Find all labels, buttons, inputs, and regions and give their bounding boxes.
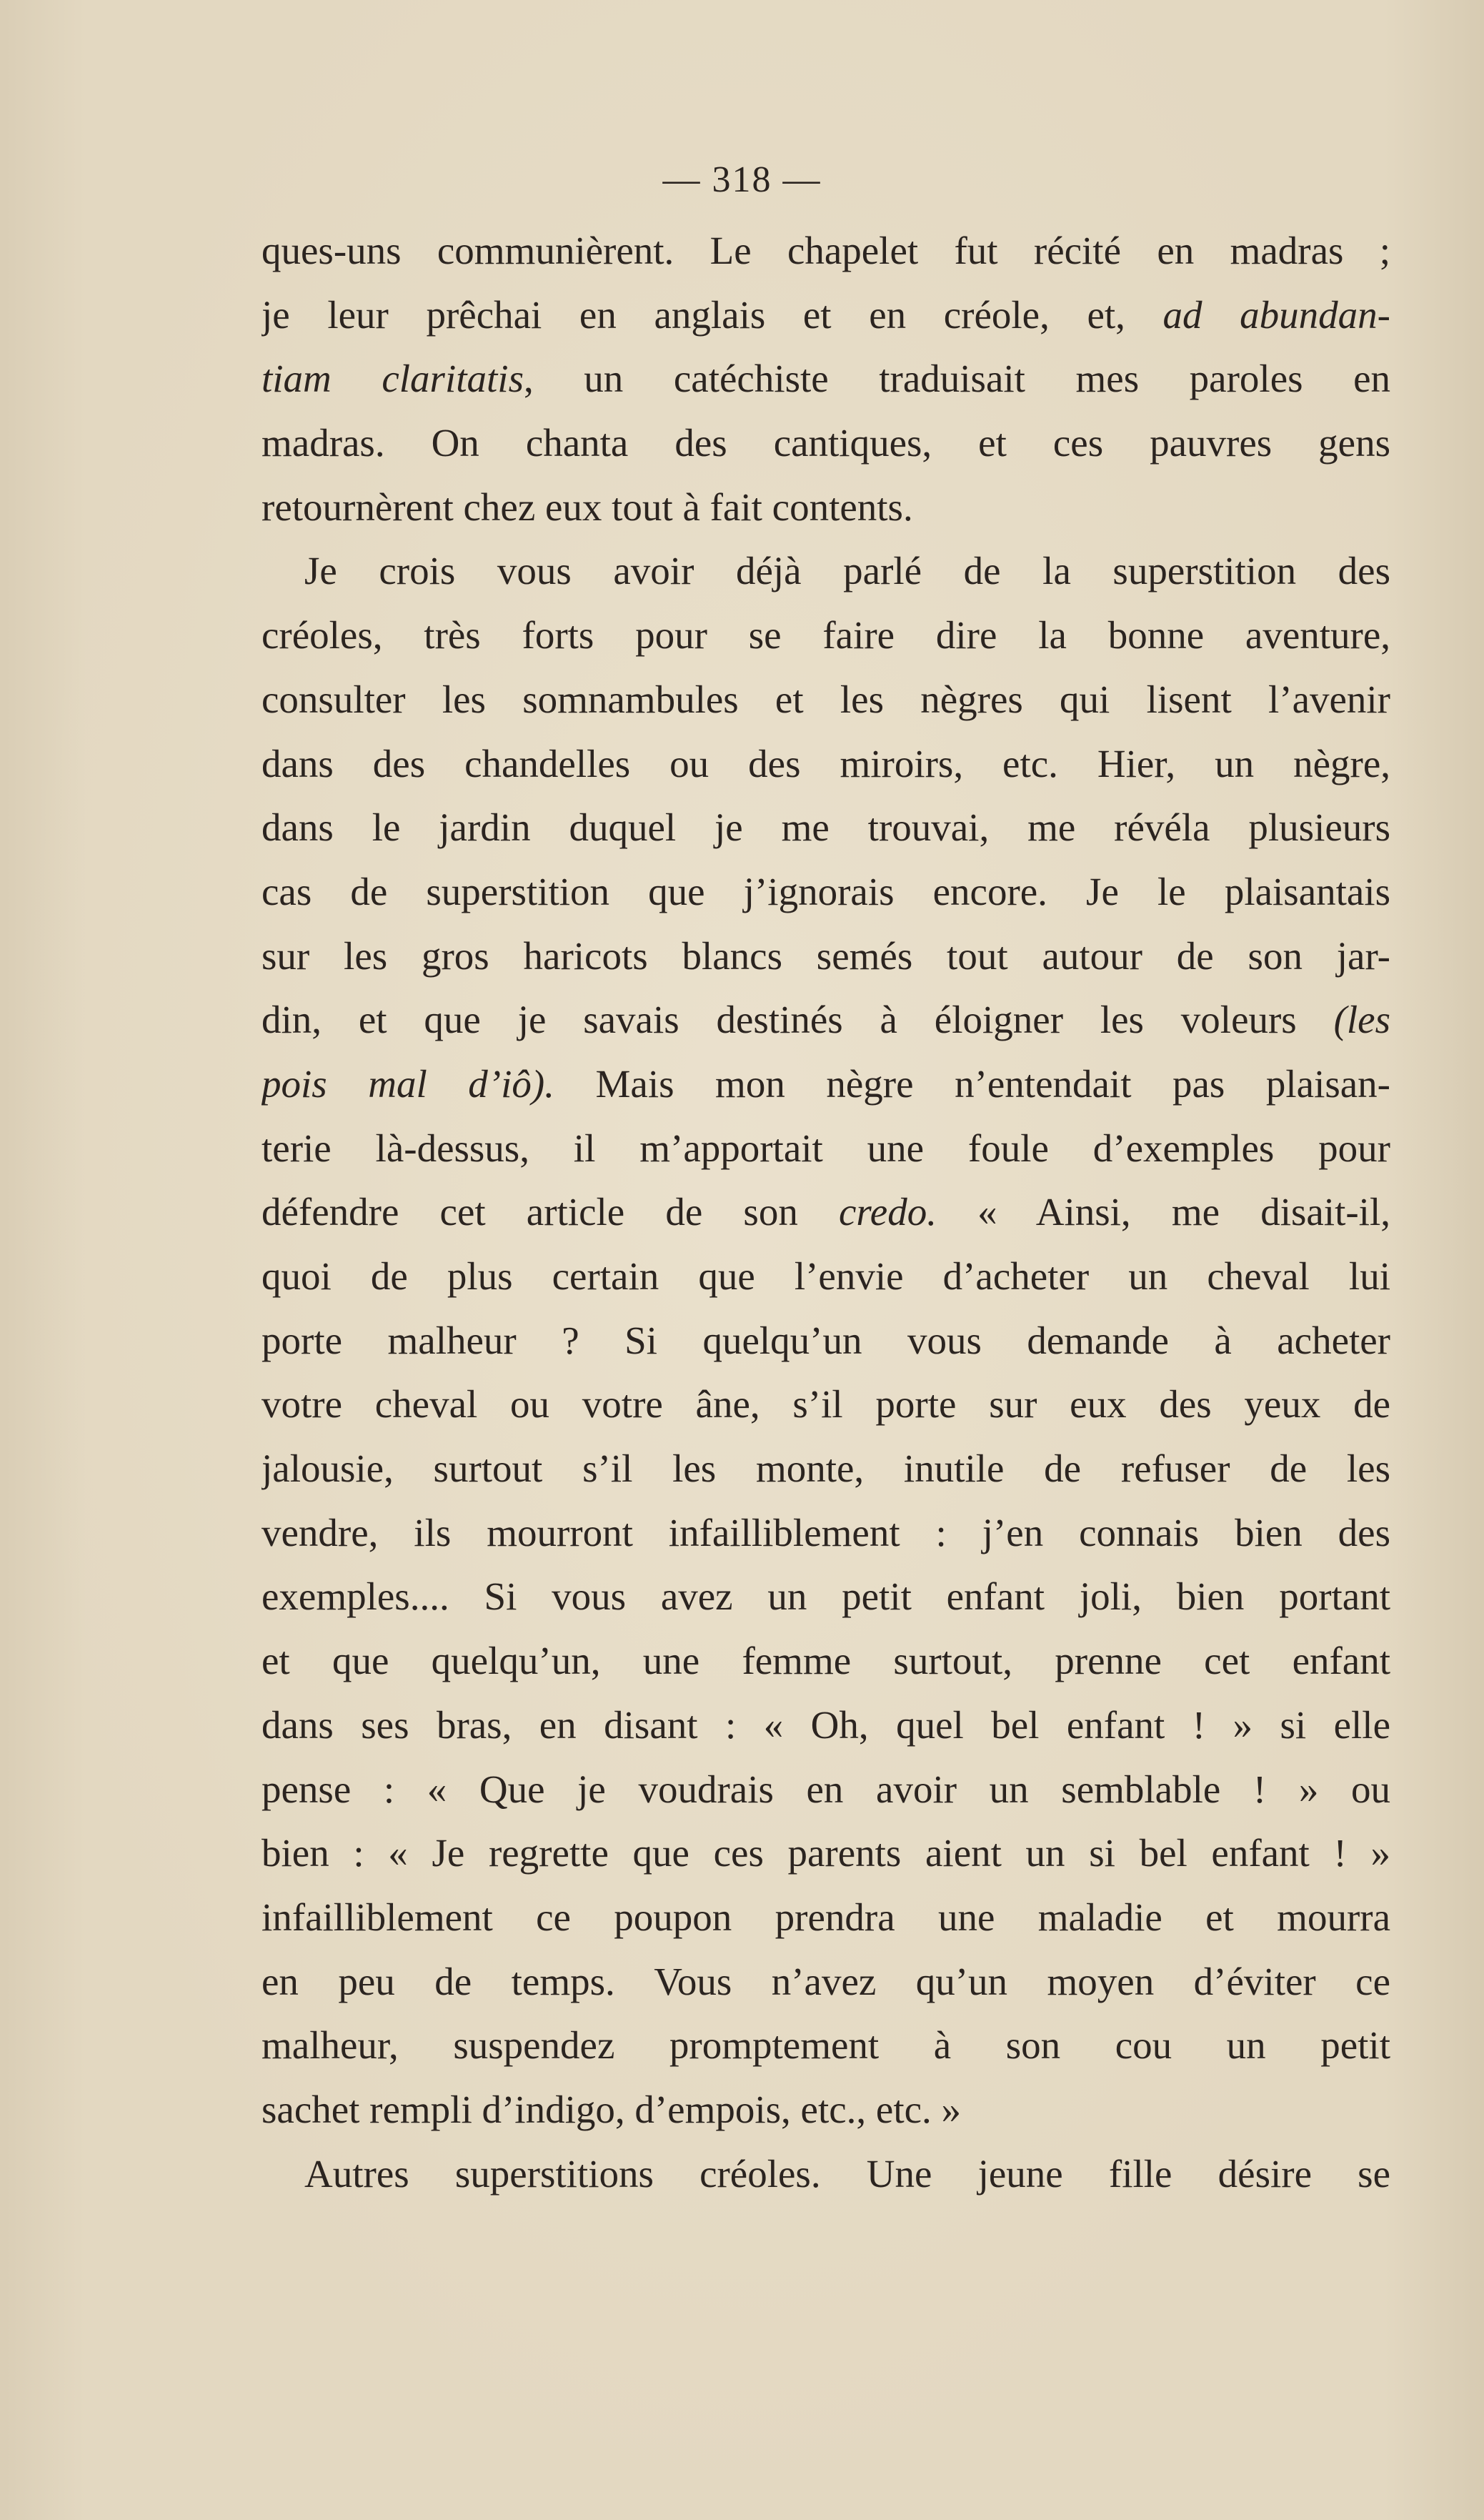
text-segment: consulter les somnambules et les nègres qui lisent l’avenir	[262, 677, 1390, 721]
text-line	[262, 795, 1390, 860]
text-line	[262, 2142, 1390, 2206]
text-segment: défendre cet article de son	[262, 1190, 840, 1234]
text-line	[262, 1309, 1390, 1373]
page-number: — 318 —	[662, 159, 822, 200]
text-line	[262, 668, 1390, 732]
text-line	[262, 2013, 1390, 2078]
text-line	[262, 860, 1390, 924]
text-line	[262, 1950, 1390, 2014]
text-line	[262, 539, 1390, 603]
text-line	[262, 283, 1390, 347]
text-segment: et que quelqu’un, une femme surtout, prenne cet enfant	[262, 1639, 1390, 1683]
text-segment: , un catéchiste traduisait mes paroles en	[523, 357, 1390, 401]
text-line	[262, 1693, 1390, 1757]
text-segment: terie là-dessus, il m’apportait une foule d’exemples pour	[262, 1126, 1390, 1170]
text-segment: porte malheur ? Si quelqu’un vous demande à acheter	[262, 1318, 1390, 1362]
text-segment: exemples.... Si vous avez un petit enfant joli, bien portant	[262, 1574, 1390, 1619]
text-line	[262, 603, 1390, 668]
text-segment: (les	[1333, 998, 1390, 1042]
text-segment: vendre, ils mourront infailliblement : j’en connais bien des	[262, 1510, 1390, 1554]
text-line	[262, 1180, 1390, 1244]
text-segment: infailliblement ce poupon prendra une maladie et mourra	[262, 1895, 1390, 1939]
text-line	[262, 1052, 1390, 1116]
text-segment: Mais mon nègre n’entendait pas plaisan-	[554, 1061, 1390, 1106]
text-segment: cas de superstition que j’ignorais encore. Je le plaisantais	[262, 869, 1390, 913]
text-line	[262, 1244, 1390, 1309]
text-line	[262, 347, 1390, 411]
text-segment: dans des chandelles ou des miroirs, etc. Hier, un nègre,	[262, 741, 1390, 785]
text-segment: je leur prêchai en anglais et en créole, et,	[262, 292, 1163, 337]
text-line	[262, 1757, 1390, 1822]
text-line	[262, 2078, 1390, 2142]
text-segment: Je crois vous avoir déjà parlé de la superstition des	[304, 549, 1390, 593]
text-line	[262, 1564, 1390, 1629]
text-line	[262, 1437, 1390, 1501]
text-line	[262, 924, 1390, 988]
text-segment: madras. On chanta des cantiques, et ces pauvres gens	[262, 421, 1390, 465]
text-segment: Autres superstitions créoles. Une jeune fille désire se	[304, 2151, 1390, 2196]
text-segment: jalousie, surtout s’il les monte, inutile de refuser de les	[262, 1447, 1390, 1491]
text-segment: ad abundan-	[1162, 292, 1390, 337]
paragraph	[262, 539, 1390, 2141]
text-line	[262, 1116, 1390, 1181]
text-segment: créoles, très forts pour se faire dire la bonne aventure,	[262, 613, 1390, 658]
text-line	[262, 732, 1390, 796]
text-segment: malheur, suspendez promptement à son cou un petit	[262, 2023, 1390, 2068]
text-segment: sachet rempli d’indigo, d’empois, etc., etc. »	[262, 2087, 962, 2131]
paragraph	[262, 219, 1390, 539]
body-text	[262, 219, 1390, 2206]
text-segment: dans le jardin duquel je me trouvai, me révéla plusieurs	[262, 805, 1390, 850]
text-segment: votre cheval ou votre âne, s’il porte sur eux des yeux de	[262, 1382, 1390, 1427]
text-segment: din, et que je savais destinés à éloigner les voleurs	[262, 998, 1334, 1042]
text-segment: retournèrent chez eux tout à fait contents.	[262, 485, 913, 529]
text-line	[262, 1501, 1390, 1565]
text-segment: ques-uns communièrent. Le chapelet fut récité en madras ;	[262, 229, 1390, 272]
text-segment: dans ses bras, en disant : « Oh, quel bel enfant ! » si elle	[262, 1702, 1390, 1747]
text-line	[262, 475, 1390, 540]
text-segment: en peu de temps. Vous n’avez qu’un moyen d’éviter ce	[262, 1959, 1390, 2003]
text-line	[262, 1372, 1390, 1437]
text-segment: pense : « Que je voudrais en avoir un semblable ! » ou	[262, 1767, 1390, 1811]
text-segment: quoi de plus certain que l’envie d’acheter un cheval lui	[262, 1254, 1390, 1298]
text-segment: sur les gros haricots blancs semés tout autour de son jar-	[262, 933, 1390, 978]
text-segment: tiam claritatis	[262, 357, 524, 401]
text-segment: credo.	[839, 1190, 937, 1234]
text-segment: pois mal d’iô).	[262, 1061, 554, 1106]
text-line	[262, 1629, 1390, 1693]
text-line	[262, 219, 1390, 283]
text-line	[262, 411, 1390, 475]
text-line	[262, 1885, 1390, 1950]
text-segment: « Ainsi, me disait-il,	[936, 1190, 1390, 1234]
text-segment: bien : « Je regrette que ces parents aient un si bel enfant ! »	[262, 1831, 1390, 1875]
text-line	[262, 1821, 1390, 1885]
paragraph	[262, 2142, 1390, 2206]
text-line	[262, 988, 1390, 1052]
